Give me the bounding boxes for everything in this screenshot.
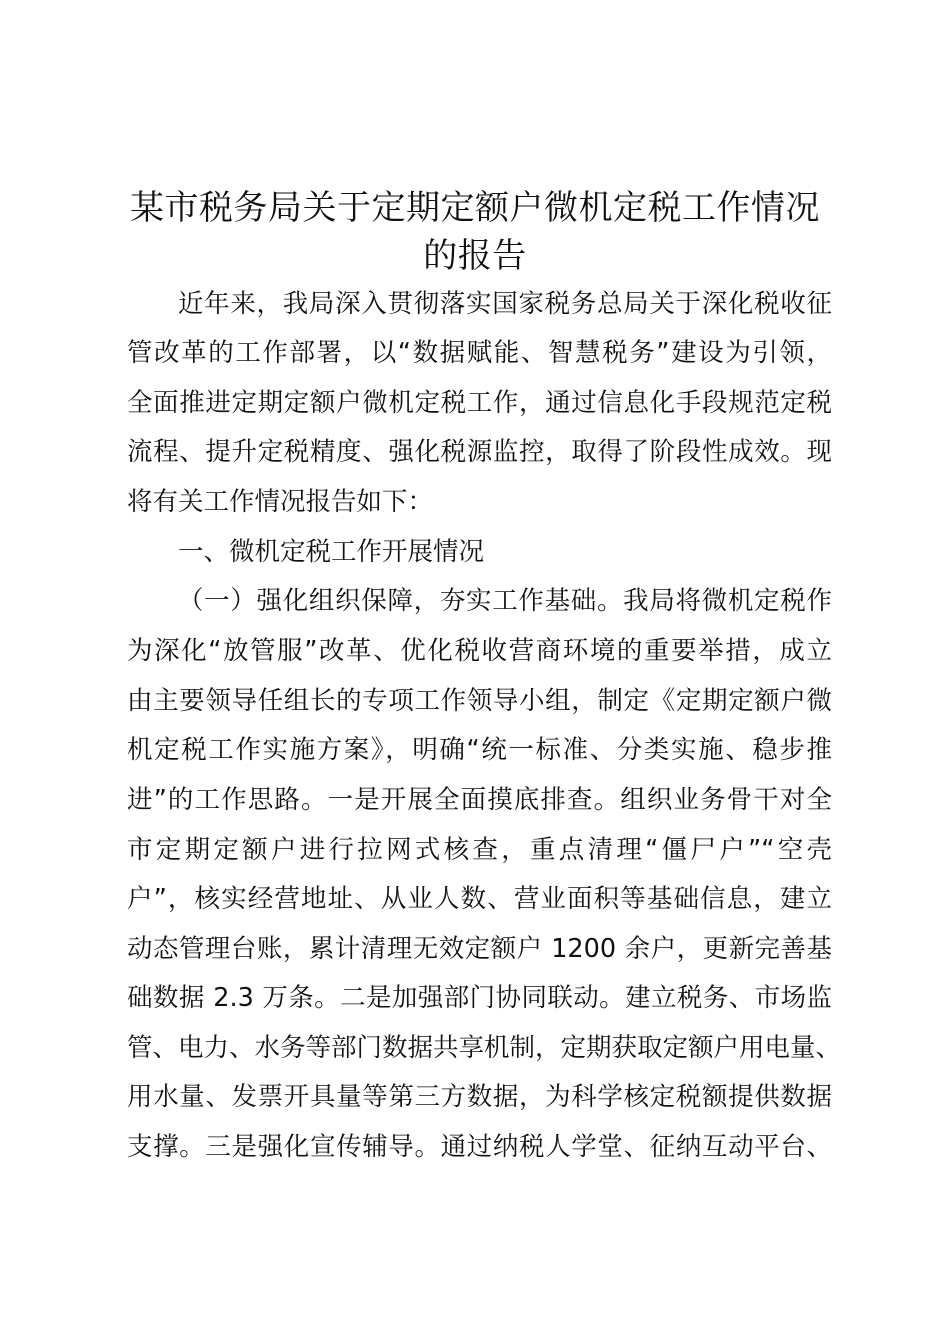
paragraph-line: 机定税工作实施方案》，明确“统一标准、分类实施、稳步推 <box>127 735 832 765</box>
paragraph-line: 户”，核实经营地址、从业人数、营业面积等基础信息，建立 <box>127 884 832 914</box>
paragraph-line: 管改革的工作部署，以“数据赋能、智慧税务”建设为引领， <box>127 338 832 368</box>
paragraph-line: 用水量、发票开具量等第三方数据，为科学核定税额提供数据 <box>127 1082 832 1112</box>
paragraph-line: 流程、提升定税精度、强化税源监控，取得了阶段性成效。现 <box>127 437 832 467</box>
paragraph-line: 全面推进定期定额户微机定税工作，通过信息化手段规范定税 <box>127 388 832 418</box>
paragraph-line: 管、电力、水务等部门数据共享机制，定期获取定额户用电量、 <box>127 1033 842 1063</box>
paragraph-line: 将有关工作情况报告如下： <box>127 487 434 517</box>
paragraph-line: 进”的工作思路。一是开展全面摸底排查。组织业务骨干对全 <box>127 785 832 815</box>
paragraph-line: 由主要领导任组长的专项工作领导小组，制定《定期定额户微 <box>127 686 832 716</box>
paragraph-line: 动态管理台账，累计清理无效定额户 1200 余户，更新完善基 <box>127 934 832 964</box>
document-title-line-2: 的报告 <box>423 236 527 276</box>
paragraph-line: 础数据 2.3 万条。二是加强部门协同联动。建立税务、市场监 <box>127 983 832 1013</box>
section-heading: 一、微机定税工作开展情况 <box>178 537 485 567</box>
paragraph-line: 支撑。三是强化宣传辅导。通过纳税人学堂、征纳互动平台、 <box>127 1132 832 1162</box>
document-title-line-1: 某市税务局关于定期定额户微机定税工作情况 <box>130 188 820 228</box>
paragraph-line: （一）强化组织保障，夯实工作基础。我局将微机定税作 <box>178 586 832 616</box>
paragraph-line: 近年来，我局深入贯彻落实国家税务总局关于深化税收征 <box>178 289 832 319</box>
paragraph-line: 市定期定额户进行拉网式核查，重点清理“僵尸户”“空壳 <box>127 835 832 865</box>
paragraph-line: 为深化“放管服”改革、优化税收营商环境的重要举措，成立 <box>127 636 832 666</box>
